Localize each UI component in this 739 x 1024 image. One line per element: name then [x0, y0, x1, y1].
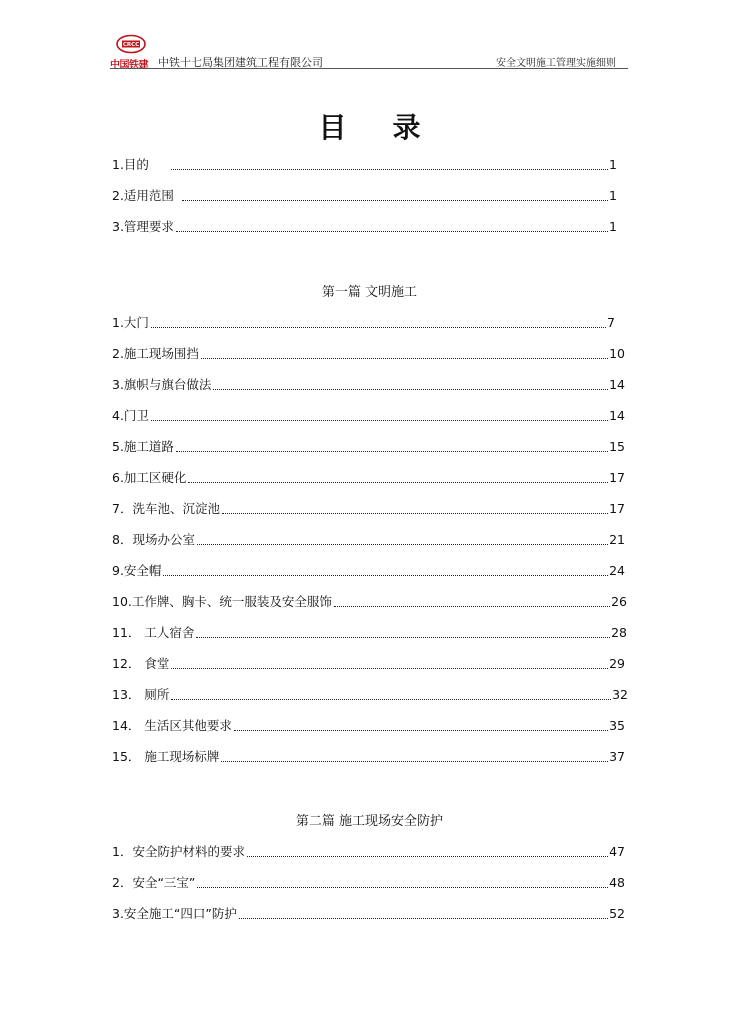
toc-leader [171, 168, 608, 170]
toc-leader [239, 917, 608, 919]
toc-entry-page: 15 [609, 439, 625, 454]
toc-leader [196, 636, 610, 638]
toc-entry-page: 17 [609, 470, 625, 485]
toc-entry[interactable] [112, 155, 617, 173]
toc-entry[interactable] [112, 186, 617, 204]
toc-entry-label: 8．现场办公室 [112, 532, 195, 547]
toc-leader [163, 574, 608, 576]
page-title: 目录 [318, 111, 467, 144]
toc-leader [334, 605, 610, 607]
toc-entry[interactable] [112, 842, 625, 860]
toc-entry-label: 2．安全“三宝” [112, 875, 196, 890]
toc-entry-page: 21 [609, 532, 625, 547]
toc-entry[interactable] [112, 530, 625, 548]
toc-entry[interactable] [112, 716, 625, 734]
toc-leader [221, 760, 608, 762]
toc-leader [176, 230, 608, 232]
toc-entry[interactable] [112, 499, 625, 517]
toc-leader [176, 450, 608, 452]
toc-entry[interactable] [112, 747, 625, 765]
toc-entry[interactable] [112, 561, 625, 579]
toc-entry[interactable] [112, 468, 625, 486]
toc-entry[interactable] [112, 313, 615, 331]
toc-entry-page: 14 [609, 408, 625, 423]
header-divider [110, 68, 628, 69]
toc-entry[interactable] [112, 685, 628, 703]
toc-leader [201, 357, 608, 359]
page-header [110, 30, 628, 70]
toc-entry-label: 10.工作牌、胸卡、统一服装及安全服饰 [112, 594, 332, 609]
toc-entry-page: 26 [611, 594, 627, 609]
toc-entry[interactable] [112, 406, 625, 424]
toc-entry-label: 14． 生活区其他要求 [112, 718, 232, 733]
toc-leader [151, 326, 606, 328]
toc-entry-label: 2.施工现场围挡 [112, 346, 199, 361]
toc-entry-page: 1 [609, 188, 617, 203]
toc-leader [171, 667, 608, 669]
toc-entry-label: 11． 工人宿舍 [112, 625, 195, 640]
toc-entry-label: 4.门卫 [112, 408, 149, 423]
toc-entry[interactable] [112, 904, 625, 922]
toc-entry[interactable] [112, 623, 627, 641]
toc-entry-label: 9.安全帽 [112, 563, 162, 578]
toc-leader [188, 481, 608, 483]
toc-leader [197, 543, 608, 545]
toc-entry-page: 7 [607, 315, 615, 330]
toc-leader [222, 512, 608, 514]
toc-entry[interactable] [112, 217, 617, 235]
toc-entry-label: 1．安全防护材料的要求 [112, 844, 245, 859]
toc-entry-page: 14 [609, 377, 625, 392]
toc-leader [213, 388, 608, 390]
toc-entry-label: 15． 施工现场标牌 [112, 749, 220, 764]
toc-entry[interactable] [112, 437, 625, 455]
svg-text:CRCC: CRCC [122, 42, 140, 49]
toc-entry[interactable] [112, 375, 625, 393]
toc-entry-label: 3.安全施工“四口”防护 [112, 906, 237, 921]
toc-leader [234, 729, 608, 731]
toc-entry-page: 24 [609, 563, 625, 578]
toc-entry-label: 6.加工区硬化 [112, 470, 187, 485]
toc-entry-page: 17 [609, 501, 625, 516]
toc-entry-page: 1 [609, 157, 617, 172]
toc-entry[interactable] [112, 344, 625, 362]
toc-entry[interactable] [112, 592, 627, 610]
toc-entry-label: 2.适用范围 [112, 188, 174, 203]
document-name: 安全文明施工管理实施细则 [496, 58, 616, 69]
toc-leader [197, 886, 608, 888]
toc-entry-label: 3.管理要求 [112, 219, 174, 234]
crcc-logo-icon [116, 34, 146, 54]
toc-entry-label: 7．洗车池、沉淀池 [112, 501, 220, 516]
toc-entry-label: 1.目的 [112, 157, 149, 172]
toc-entry-page: 32 [612, 687, 628, 702]
toc-leader [151, 419, 608, 421]
toc-entry-label: 5.施工道路 [112, 439, 174, 454]
toc-entry-label: 1.大门 [112, 315, 149, 330]
toc-entry-label: 12． 食堂 [112, 656, 170, 671]
toc-leader [182, 199, 608, 201]
toc-leader [171, 698, 611, 700]
toc-entry-page: 10 [609, 346, 625, 361]
logo-text: 中国铁建 [110, 60, 148, 71]
toc-entry-label: 3.旗帜与旗台做法 [112, 377, 212, 392]
toc-entry-page: 52 [609, 906, 625, 921]
toc-leader [247, 855, 608, 857]
toc-entry[interactable] [112, 873, 625, 891]
toc-entry-page: 47 [609, 844, 625, 859]
part2-title: 第二篇 施工现场安全防护 [295, 814, 444, 829]
toc-entry-page: 29 [609, 656, 625, 671]
toc-entry[interactable] [112, 654, 625, 672]
toc-entry-page: 28 [611, 625, 627, 640]
toc-entry-label: 13． 厕所 [112, 687, 170, 702]
toc-entry-page: 37 [609, 749, 625, 764]
toc-entry-page: 1 [609, 219, 617, 234]
company-name: 中铁十七局集团建筑工程有限公司 [158, 56, 323, 69]
crcc-logo [110, 34, 152, 71]
toc-entry-page: 35 [609, 718, 625, 733]
part1-title: 第一篇 文明施工 [321, 285, 418, 300]
toc-entry-page: 48 [609, 875, 625, 890]
